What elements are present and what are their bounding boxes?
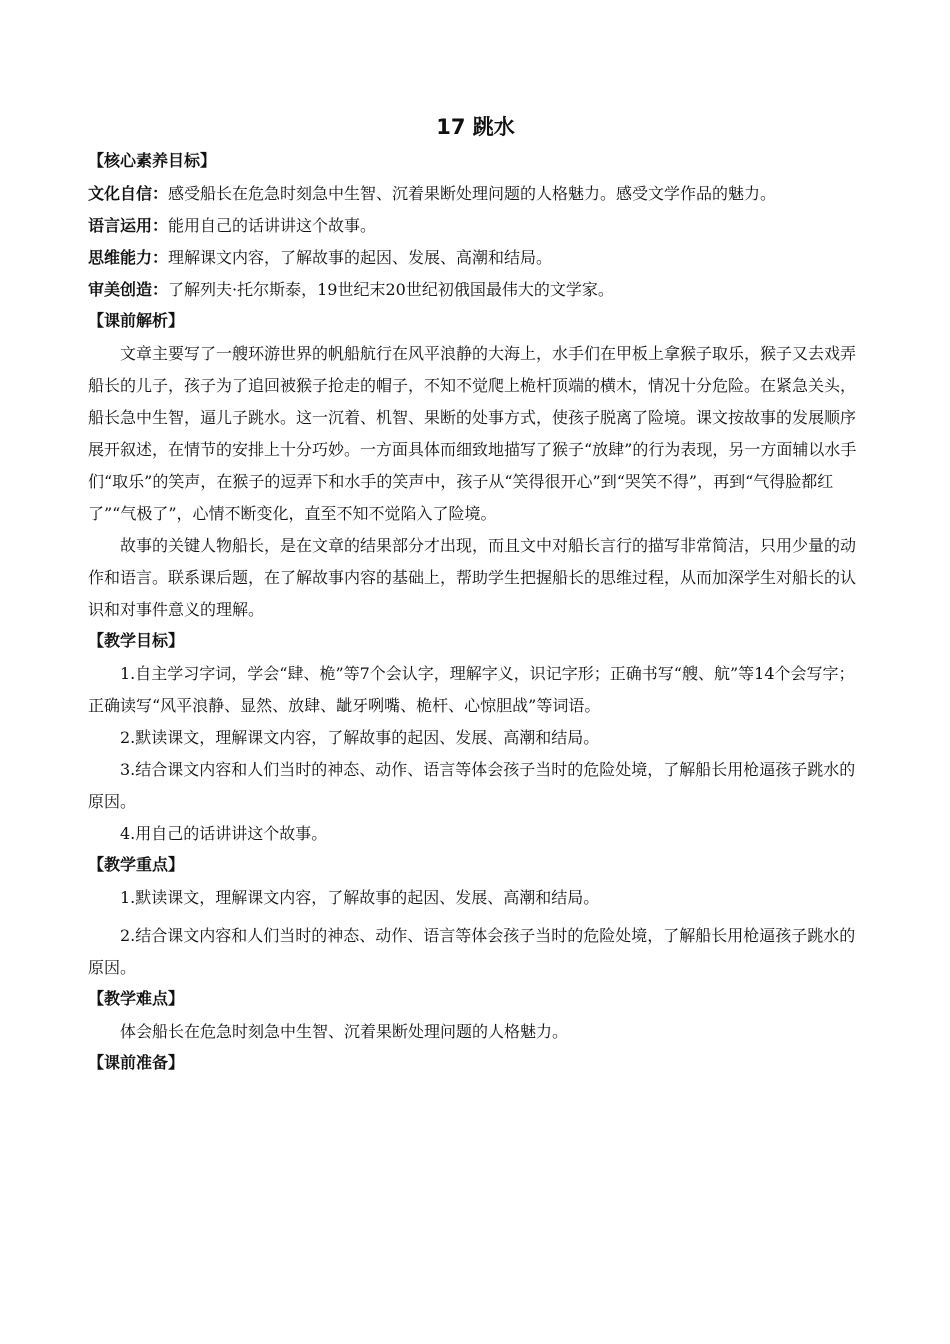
goal-label: 文化自信： — [88, 184, 169, 203]
goal-label: 思维能力： — [88, 248, 169, 267]
teaching-goal-item: 3.结合课文内容和人们当时的神态、动作、语言等体会孩子当时的危险处境，了解船长用枪逼孩子跳水的原因。 — [88, 760, 856, 811]
section-heading-pre-analysis: 【课前解析】 — [88, 311, 185, 330]
key-point-item: 1.默读课文，理解课文内容，了解故事的起因、发展、高潮和结局。 — [120, 888, 600, 907]
goal-text: 感受船长在危急时刻急中生智、沉着果断处理问题的人格魅力。感受文学作品的魅力。 — [168, 184, 777, 203]
document-page — [88, 112, 863, 1080]
teaching-goal-item: 2.默读课文，理解课文内容，了解故事的起因、发展、高潮和结局。 — [120, 728, 600, 747]
section-heading-core-goals: 【核心素养目标】 — [88, 151, 217, 170]
goal-item — [88, 178, 863, 210]
teaching-goal-item: 4.用自己的话讲讲这个故事。 — [120, 824, 328, 843]
analysis-paragraph: 文章主要写了一艘环游世界的帆船航行在风平浪静的大海上，水手们在甲板上拿猴子取乐，猴子又去戏弄船长的儿子，孩子为了追回被猴子抢走的帽子，不知不觉爬上桅杆顶端的横木，情况十分危险。在紧急关头，船长急中生智，逼儿子跳水。这一沉着、机智、果断的处事方式，使孩子脱离了险境。课文按故事的发展顺序展开叙述，在情节的安排上十分巧妙。一方面具体而细致地描写了猴子“放肆”的行为表现，另一方面辅以水手们“取乐”的笑声，在猴子的逗弄下和水手的笑声中，孩子从“笑得很开心”到“哭笑不得”，再到“气得脸都红了”“气极了”，心情不断变化，直至不知不觉陷入了险境。 — [88, 344, 857, 523]
goal-label: 审美创造： — [88, 280, 169, 299]
difficulty-text: 体会船长在危急时刻急中生智、沉着果断处理问题的人格魅力。 — [120, 1022, 569, 1041]
page-title: 17 跳水 — [436, 115, 515, 139]
goal-text: 了解列夫·托尔斯泰，19世纪末20世纪初俄国最伟大的文学家。 — [168, 280, 614, 299]
analysis-paragraph: 故事的关键人物船长，是在文章的结果部分才出现，而且文中对船长言行的描写非常简洁，只用少量的动作和语言。联系课后题，在了解故事内容的基础上，帮助学生把握船长的思维过程，从而加深学生对船长的认识和对事件意义的理解。 — [88, 536, 857, 619]
section-heading-preparation: 【课前准备】 — [88, 1053, 185, 1072]
goal-text: 理解课文内容，了解故事的起因、发展、高潮和结局。 — [168, 248, 553, 267]
section-heading-key-points: 【教学重点】 — [88, 855, 185, 874]
goal-text: 能用自己的话讲讲这个故事。 — [168, 216, 377, 235]
goal-item — [88, 274, 863, 306]
section-heading-teaching-goals: 【教学目标】 — [88, 631, 185, 650]
goal-item — [88, 210, 863, 242]
teaching-goal-item: 1.自主学习字词，学会“肆、桅”等7个会认字，理解字义，识记字形；正确书写“艘、航”等14个会写字；正确读写“风平浪静、显然、放肆、龇牙咧嘴、桅杆、心惊胆战”等词语。 — [88, 664, 855, 715]
goal-label: 语言运用： — [88, 216, 169, 235]
section-heading-difficulties: 【教学难点】 — [88, 989, 185, 1008]
goal-item — [88, 242, 863, 274]
key-point-item: 2.结合课文内容和人们当时的神态、动作、语言等体会孩子当时的危险处境，了解船长用枪逼孩子跳水的原因。 — [88, 926, 856, 977]
